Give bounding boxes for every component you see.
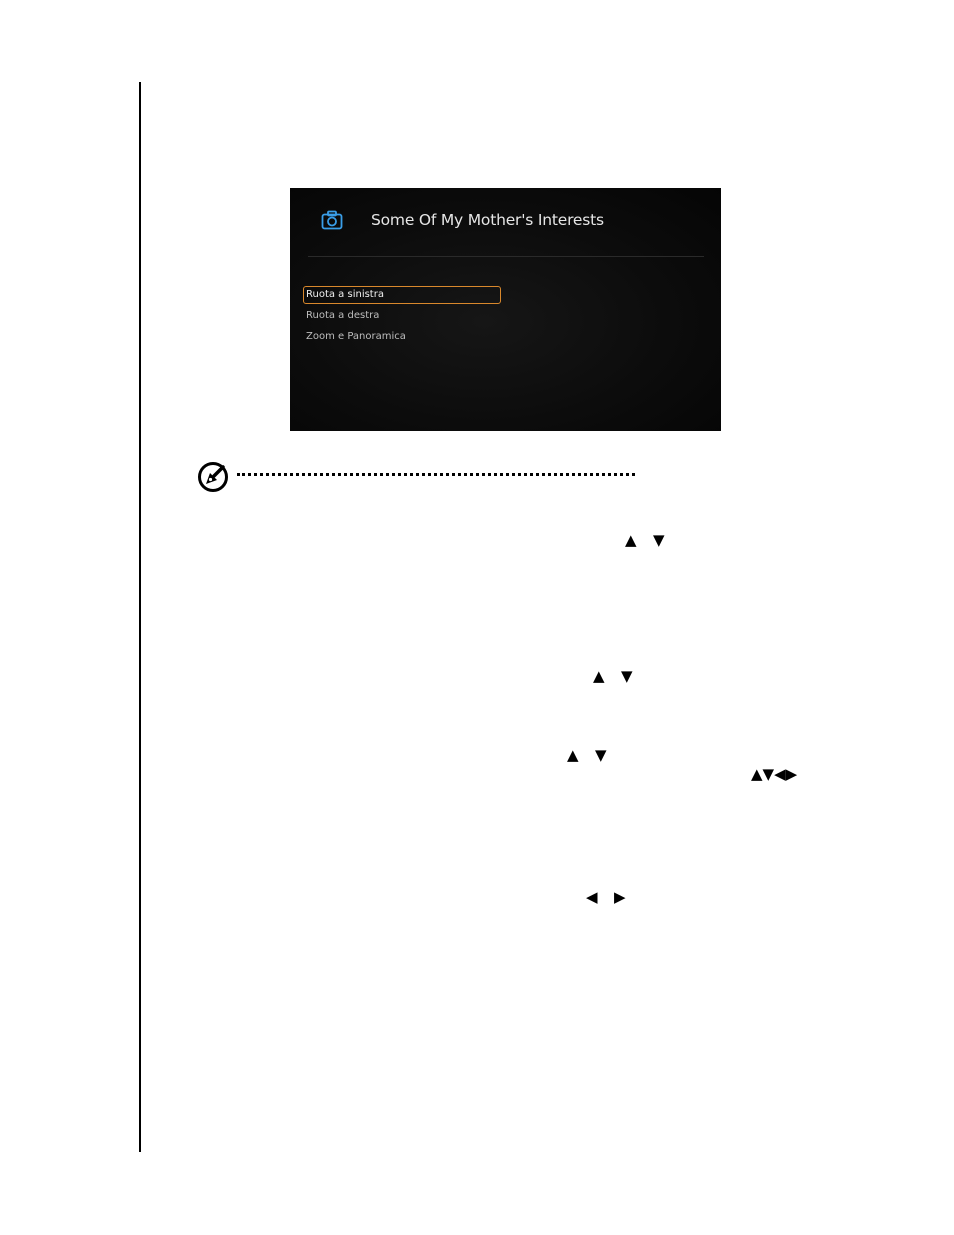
up-arrow-icon: ▲ <box>593 667 605 685</box>
down-arrow-icon: ▼ <box>595 746 607 764</box>
screen-divider <box>308 256 704 257</box>
up-arrow-icon: ▲ <box>625 531 637 549</box>
menu-item-zoom-pan[interactable]: Zoom e Panoramica <box>306 331 406 342</box>
tv-screenshot <box>290 188 721 431</box>
screen-title: Some Of My Mother's Interests <box>371 211 604 229</box>
right-arrow-icon: ▶ <box>614 888 626 906</box>
down-arrow-icon: ▼ <box>621 667 633 685</box>
up-arrow-icon: ▲ <box>567 746 579 764</box>
menu-item-rotate-left[interactable]: Ruota a sinistra <box>303 286 501 304</box>
note-pen-icon <box>197 461 229 493</box>
direction-arrows-icon: ▲▼◀▶ <box>751 765 798 783</box>
left-arrow-icon: ◀ <box>586 888 598 906</box>
note-divider <box>237 473 635 476</box>
down-arrow-icon: ▼ <box>653 531 665 549</box>
menu-item-rotate-right[interactable]: Ruota a destra <box>306 310 380 321</box>
camera-icon <box>321 210 343 230</box>
page-margin-rule <box>139 82 141 1152</box>
